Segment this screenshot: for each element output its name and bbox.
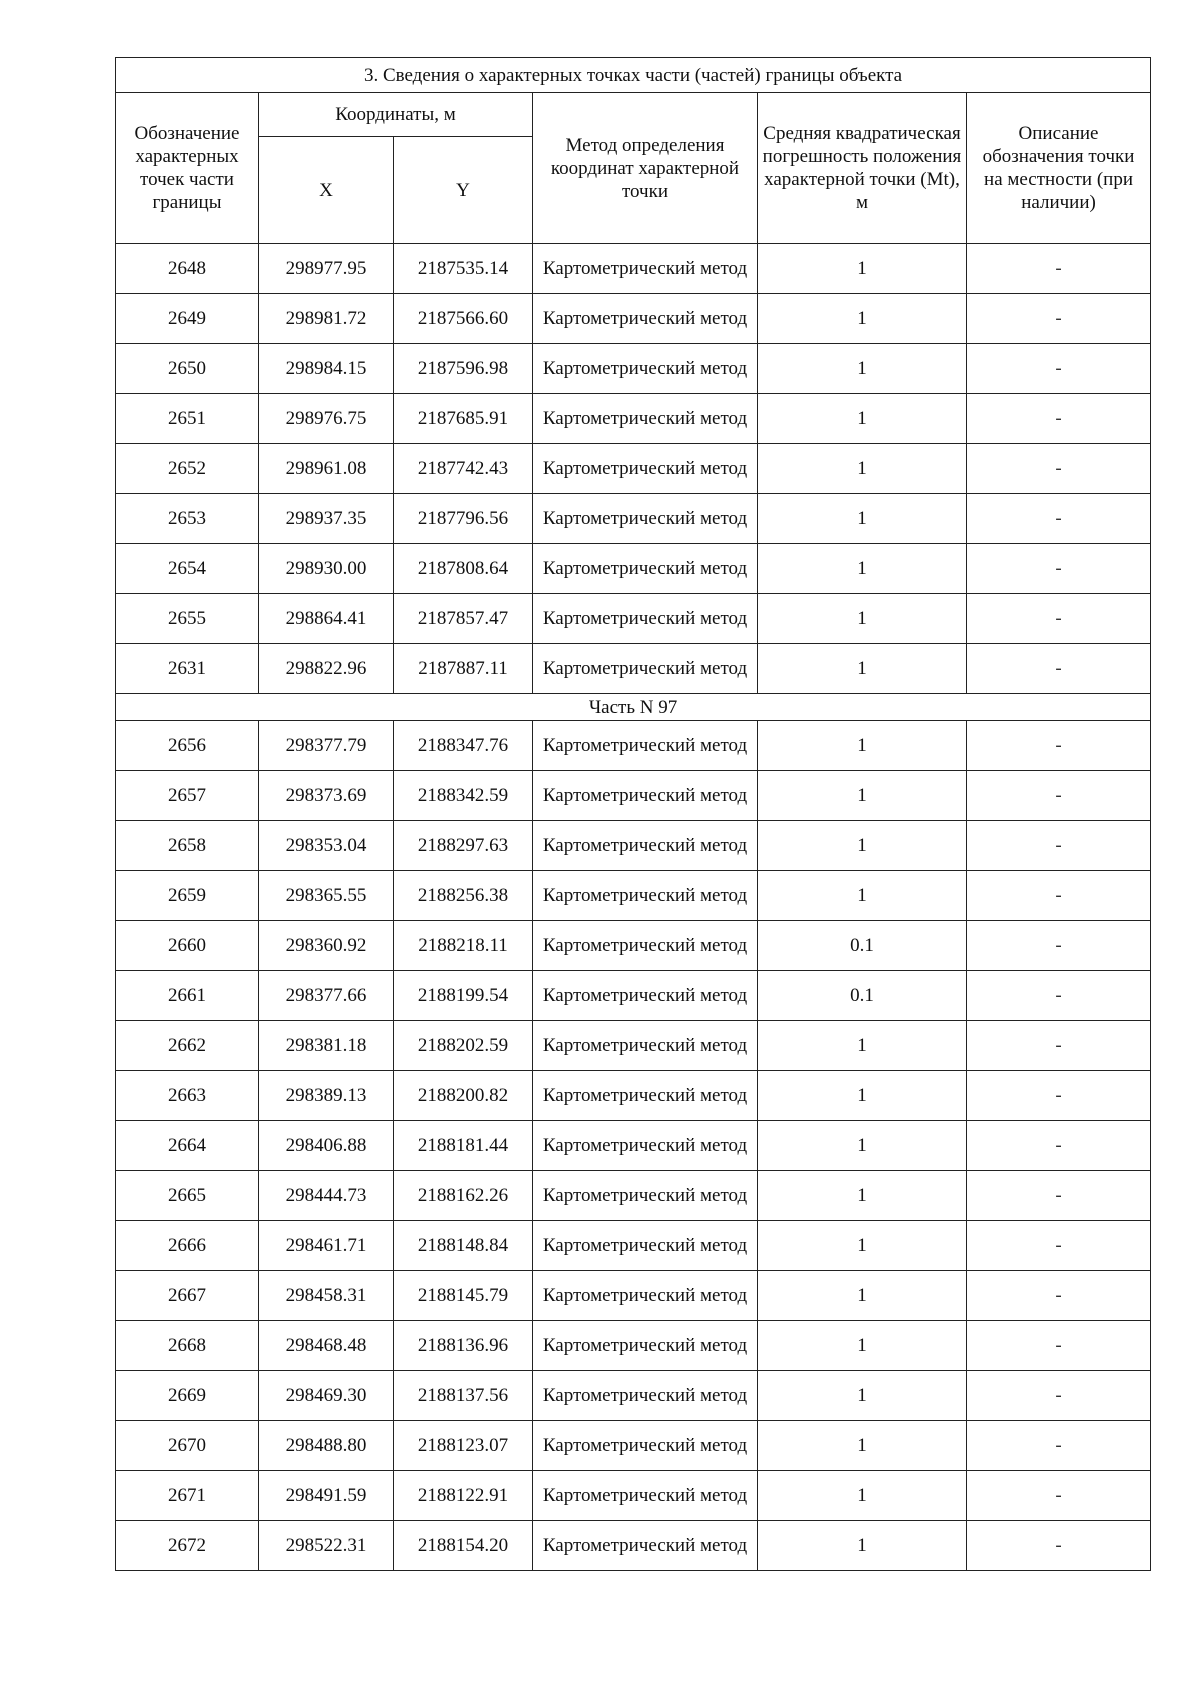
y-coordinate-cell: 2188148.84 [394,1221,533,1271]
description-cell: - [967,971,1151,1021]
y-coordinate-cell: 2188137.56 [394,1371,533,1421]
y-coordinate-cell: 2187596.98 [394,344,533,394]
accuracy-cell: 1 [758,244,967,294]
point-id-cell: 2652 [116,444,259,494]
point-id-cell: 2669 [116,1371,259,1421]
point-id-cell: 2656 [116,721,259,771]
table-row [116,921,1151,971]
description-cell: - [967,1421,1151,1471]
table-body-part-b [116,721,1151,1571]
point-id-cell: 2663 [116,1071,259,1121]
header-y: Y [394,137,533,244]
x-coordinate-cell: 298461.71 [259,1221,394,1271]
table-row [116,821,1151,871]
x-coordinate-cell: 298469.30 [259,1371,394,1421]
accuracy-cell: 1 [758,544,967,594]
accuracy-cell: 1 [758,344,967,394]
point-id-cell: 2667 [116,1271,259,1321]
y-coordinate-cell: 2188154.20 [394,1521,533,1571]
header-method: Метод определения координат характерной точки [533,93,758,244]
part-label: Часть N 97 [116,694,1151,721]
accuracy-cell: 1 [758,821,967,871]
accuracy-cell: 1 [758,1071,967,1121]
table-row [116,494,1151,544]
method-cell: Картометрический метод [533,294,758,344]
document-page [115,57,1150,1571]
accuracy-cell: 0.1 [758,971,967,1021]
y-coordinate-cell: 2188162.26 [394,1171,533,1221]
x-coordinate-cell: 298491.59 [259,1471,394,1521]
x-coordinate-cell: 298937.35 [259,494,394,544]
y-coordinate-cell: 2188297.63 [394,821,533,871]
point-id-cell: 2658 [116,821,259,871]
y-coordinate-cell: 2188136.96 [394,1321,533,1371]
method-cell: Картометрический метод [533,771,758,821]
x-coordinate-cell: 298365.55 [259,871,394,921]
y-coordinate-cell: 2188199.54 [394,971,533,1021]
accuracy-cell: 1 [758,1521,967,1571]
method-cell: Картометрический метод [533,1321,758,1371]
method-cell: Картометрический метод [533,1371,758,1421]
description-cell: - [967,1121,1151,1171]
y-coordinate-cell: 2188145.79 [394,1271,533,1321]
accuracy-cell: 1 [758,1121,967,1171]
y-coordinate-cell: 2187685.91 [394,394,533,444]
x-coordinate-cell: 298373.69 [259,771,394,821]
point-id-cell: 2650 [116,344,259,394]
table-row [116,1271,1151,1321]
method-cell: Картометрический метод [533,721,758,771]
method-cell: Картометрический метод [533,871,758,921]
y-coordinate-cell: 2187857.47 [394,594,533,644]
point-id-cell: 2668 [116,1321,259,1371]
x-coordinate-cell: 298961.08 [259,444,394,494]
x-coordinate-cell: 298977.95 [259,244,394,294]
y-coordinate-cell: 2187808.64 [394,544,533,594]
table-row [116,1321,1151,1371]
table-body-part-label [116,694,1151,721]
point-id-cell: 2657 [116,771,259,821]
accuracy-cell: 0.1 [758,921,967,971]
accuracy-cell: 1 [758,494,967,544]
table-row [116,1421,1151,1471]
accuracy-cell: 1 [758,721,967,771]
table-row [116,1521,1151,1571]
description-cell: - [967,1471,1151,1521]
method-cell: Картометрический метод [533,644,758,694]
point-id-cell: 2672 [116,1521,259,1571]
description-cell: - [967,1271,1151,1321]
method-cell: Картометрический метод [533,1521,758,1571]
description-cell: - [967,771,1151,821]
table-row [116,1071,1151,1121]
x-coordinate-cell: 298360.92 [259,921,394,971]
method-cell: Картометрический метод [533,1421,758,1471]
boundary-points-table [115,57,1151,1571]
x-coordinate-cell: 298468.48 [259,1321,394,1371]
accuracy-cell: 1 [758,594,967,644]
method-cell: Картометрический метод [533,1271,758,1321]
accuracy-cell: 1 [758,394,967,444]
y-coordinate-cell: 2187566.60 [394,294,533,344]
point-id-cell: 2665 [116,1171,259,1221]
y-coordinate-cell: 2188347.76 [394,721,533,771]
x-coordinate-cell: 298822.96 [259,644,394,694]
accuracy-cell: 1 [758,771,967,821]
table-row [116,1471,1151,1521]
y-coordinate-cell: 2188181.44 [394,1121,533,1171]
method-cell: Картометрический метод [533,1221,758,1271]
table-row [116,294,1151,344]
method-cell: Картометрический метод [533,1471,758,1521]
y-coordinate-cell: 2187887.11 [394,644,533,694]
x-coordinate-cell: 298981.72 [259,294,394,344]
description-cell: - [967,294,1151,344]
method-cell: Картометрический метод [533,494,758,544]
description-cell: - [967,821,1151,871]
x-coordinate-cell: 298984.15 [259,344,394,394]
accuracy-cell: 1 [758,1171,967,1221]
description-cell: - [967,344,1151,394]
table-row [116,1121,1151,1171]
x-coordinate-cell: 298377.79 [259,721,394,771]
table-row [116,544,1151,594]
method-cell: Картометрический метод [533,1171,758,1221]
method-cell: Картометрический метод [533,444,758,494]
header-description: Описание обозначения точки на местности (при наличии) [967,93,1151,244]
accuracy-cell: 1 [758,444,967,494]
y-coordinate-cell: 2187742.43 [394,444,533,494]
header-accuracy: Средняя квадратическая погрешность положения характерной точки (Mt), м [758,93,967,244]
point-id-cell: 2662 [116,1021,259,1071]
point-id-cell: 2666 [116,1221,259,1271]
table-row [116,771,1151,821]
method-cell: Картометрический метод [533,971,758,1021]
accuracy-cell: 1 [758,871,967,921]
x-coordinate-cell: 298458.31 [259,1271,394,1321]
table-row [116,444,1151,494]
x-coordinate-cell: 298930.00 [259,544,394,594]
point-id-cell: 2659 [116,871,259,921]
x-coordinate-cell: 298522.31 [259,1521,394,1571]
part-row [116,694,1151,721]
method-cell: Картометрический метод [533,1121,758,1171]
accuracy-cell: 1 [758,1371,967,1421]
description-cell: - [967,594,1151,644]
table-row [116,1171,1151,1221]
y-coordinate-cell: 2188256.38 [394,871,533,921]
point-id-cell: 2664 [116,1121,259,1171]
description-cell: - [967,494,1151,544]
description-cell: - [967,721,1151,771]
table-row [116,244,1151,294]
accuracy-cell: 1 [758,644,967,694]
y-coordinate-cell: 2187535.14 [394,244,533,294]
method-cell: Картометрический метод [533,921,758,971]
description-cell: - [967,1371,1151,1421]
table-row [116,721,1151,771]
description-cell: - [967,871,1151,921]
description-cell: - [967,1221,1151,1271]
point-id-cell: 2671 [116,1471,259,1521]
point-id-cell: 2631 [116,644,259,694]
point-id-cell: 2648 [116,244,259,294]
accuracy-cell: 1 [758,294,967,344]
point-id-cell: 2653 [116,494,259,544]
method-cell: Картометрический метод [533,394,758,444]
x-coordinate-cell: 298353.04 [259,821,394,871]
description-cell: - [967,394,1151,444]
table-row [116,1221,1151,1271]
description-cell: - [967,444,1151,494]
table-body-part-a [116,244,1151,694]
description-cell: - [967,544,1151,594]
y-coordinate-cell: 2188342.59 [394,771,533,821]
point-id-cell: 2670 [116,1421,259,1471]
method-cell: Картометрический метод [533,1021,758,1071]
point-id-cell: 2660 [116,921,259,971]
table-row [116,971,1151,1021]
table-row [116,344,1151,394]
table-row [116,1021,1151,1071]
x-coordinate-cell: 298976.75 [259,394,394,444]
accuracy-cell: 1 [758,1321,967,1371]
description-cell: - [967,1521,1151,1571]
table-row [116,394,1151,444]
point-id-cell: 2651 [116,394,259,444]
point-id-cell: 2655 [116,594,259,644]
point-id-cell: 2661 [116,971,259,1021]
point-id-cell: 2649 [116,294,259,344]
y-coordinate-cell: 2188202.59 [394,1021,533,1071]
x-coordinate-cell: 298389.13 [259,1071,394,1121]
table-row [116,594,1151,644]
method-cell: Картометрический метод [533,544,758,594]
table-header [116,58,1151,244]
description-cell: - [967,1071,1151,1121]
table-row [116,871,1151,921]
y-coordinate-cell: 2188218.11 [394,921,533,971]
method-cell: Картометрический метод [533,244,758,294]
section-title: 3. Сведения о характерных точках части (частей) границы объекта [116,58,1151,93]
x-coordinate-cell: 298444.73 [259,1171,394,1221]
description-cell: - [967,1171,1151,1221]
table-row [116,644,1151,694]
point-id-cell: 2654 [116,544,259,594]
accuracy-cell: 1 [758,1021,967,1071]
table-row [116,1371,1151,1421]
description-cell: - [967,921,1151,971]
description-cell: - [967,644,1151,694]
accuracy-cell: 1 [758,1221,967,1271]
header-coordinates: Координаты, м [259,93,533,137]
description-cell: - [967,244,1151,294]
header-x: X [259,137,394,244]
y-coordinate-cell: 2187796.56 [394,494,533,544]
method-cell: Картометрический метод [533,821,758,871]
description-cell: - [967,1021,1151,1071]
y-coordinate-cell: 2188122.91 [394,1471,533,1521]
y-coordinate-cell: 2188200.82 [394,1071,533,1121]
method-cell: Картометрический метод [533,594,758,644]
y-coordinate-cell: 2188123.07 [394,1421,533,1471]
x-coordinate-cell: 298377.66 [259,971,394,1021]
accuracy-cell: 1 [758,1471,967,1521]
x-coordinate-cell: 298488.80 [259,1421,394,1471]
header-designation: Обозначение характерных точек части границы [116,93,259,244]
method-cell: Картометрический метод [533,1071,758,1121]
accuracy-cell: 1 [758,1421,967,1471]
accuracy-cell: 1 [758,1271,967,1321]
description-cell: - [967,1321,1151,1371]
method-cell: Картометрический метод [533,344,758,394]
x-coordinate-cell: 298864.41 [259,594,394,644]
x-coordinate-cell: 298406.88 [259,1121,394,1171]
x-coordinate-cell: 298381.18 [259,1021,394,1071]
